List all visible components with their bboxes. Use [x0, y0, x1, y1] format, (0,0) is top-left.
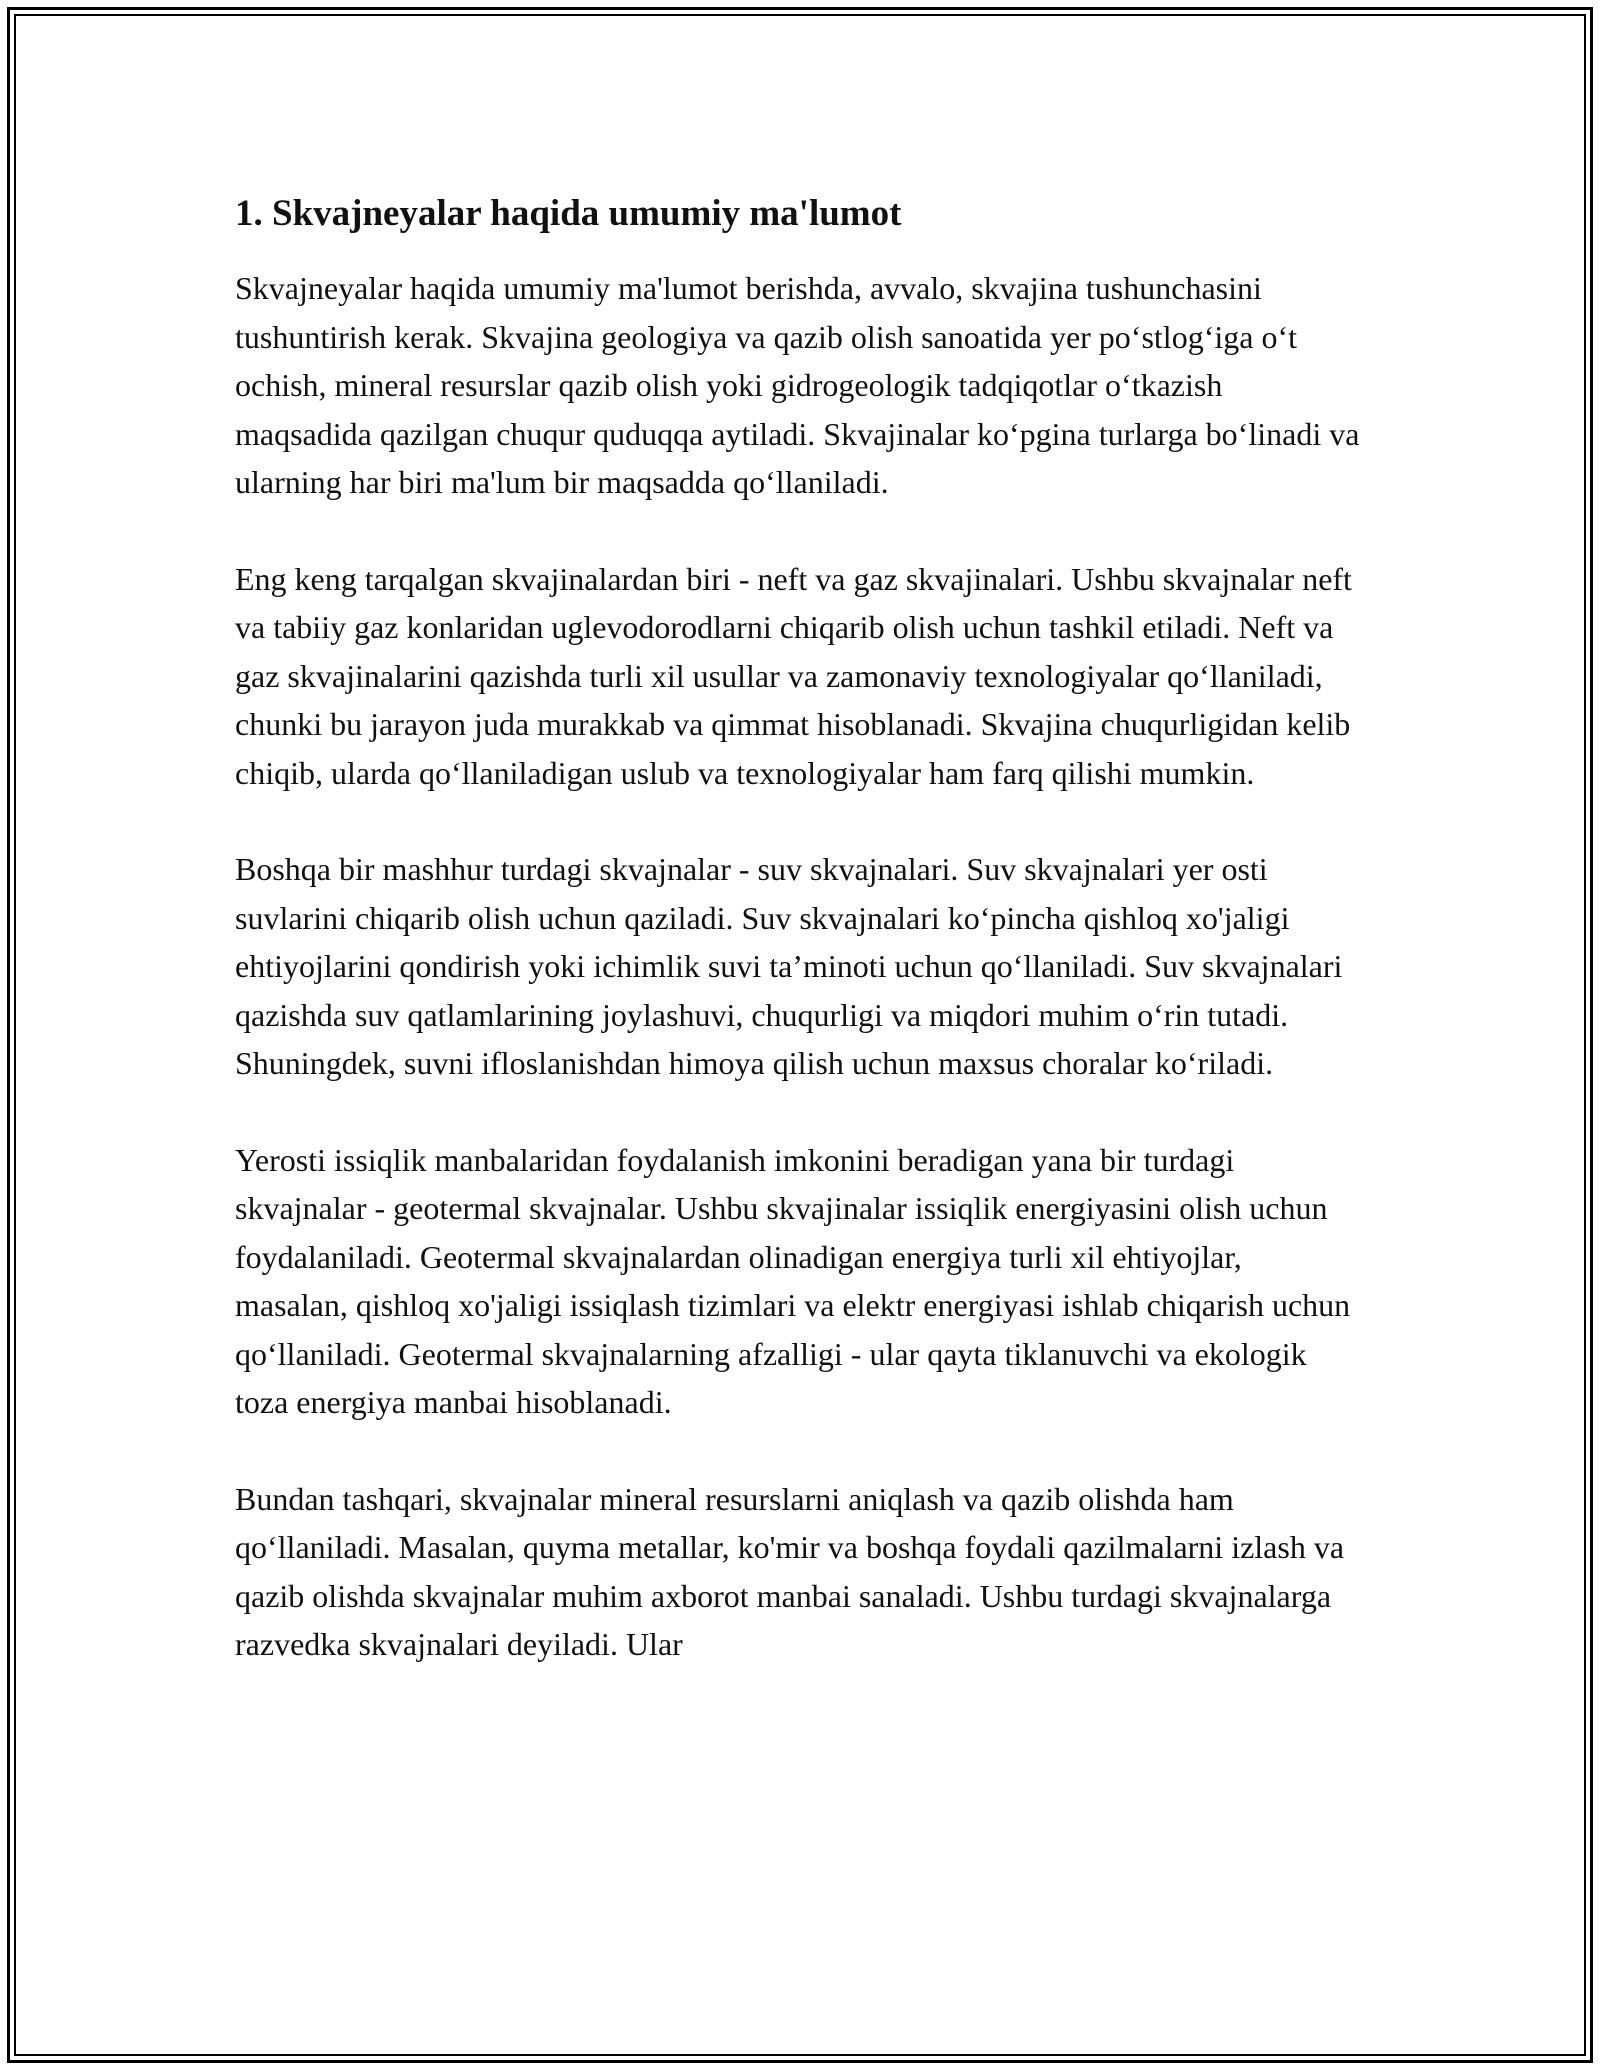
paragraph-3: Boshqa bir mashhur turdagi skvajnalar - suv skvajnalari. Suv skvajnalari yer osti suvlarini chiqarib olish uchun qaziladi. Suv skvajnalari ko‘pincha qishloq xo'jaligi ehtiyojlarini qondirish yoki ichimlik suvi ta’minoti uchun qo‘llaniladi. Suv skvajnalari qazishda suv qatlamlarining joylashuvi, chuqurligi va miqdori muhim o‘rin tutadi. Shuningdek, suvni ifloslanishdan himoya qilish uchun maxsus choralar ko‘riladi. [235, 851, 1343, 1081]
paragraph-2: Eng keng tarqalgan skvajinalardan biri - neft va gaz skvajinalari. Ushbu skvajnalar neft va tabiiy gaz konlaridan uglevodorodlarni chiqarib olish uchun tashkil etiladi. Neft va gaz skvajinalarini qazishda turli xil usullar va zamonaviy texnologiyalar qo‘llaniladi, chunki bu jarayon juda murakkab va qimmat hisoblanadi. Skvajina chuqurligidan kelib chiqib, ularda qo‘llaniladigan uslub va texnologiyalar ham farq qilishi mumkin. [235, 560, 1352, 791]
paragraph-4: Yerosti issiqlik manbalaridan foydalanish imkonini beradigan yana bir turdagi skvajnalar - geotermal skvajnalar. Ushbu skvajinalar issiqlik energiyasini olish uchun foydalaniladi. Geotermal skvajnalardan olinadigan energiya turli xil ehtiyojlar, masalan, qishloq xo'jaligi issiqlash tizimlari va elektr energiyasi ishlab chiqarish uchun qo‘llaniladi. Geotermal skvajnalarning afzalligi - ular qayta tiklanuvchi va ekologik toza energiya manbai hisoblanadi. [235, 1141, 1351, 1420]
document-body [235, 188, 1360, 1717]
paragraph-5: Bundan tashqari, skvajnalar mineral resurslarni aniqlash va qazib olishda ham qo‘llaniladi. Masalan, quyma metallar, ko'mir va boshqa foydali qazilmalarni izlash va qazib olishda skvajnalar muhim axborot manbai sanaladi. Ushbu turdagi skvajnalarga razvedka skvajnalari deyiladi. Ular [235, 1480, 1345, 1662]
paragraph-1: Skvajneyalar haqida umumiy ma'lumot berishda, avvalo, skvajina tushunchasini tushuntirish kerak. Skvajina geologiya va qazib olish sanoatida yer po‘stlog‘iga o‘t ochish, mineral resurslar qazib olish yoki gidrogeologik tadqiqotlar o‘tkazish maqsadida qazilgan chuqur quduqqa aytiladi. Skvajinalar ko‘pgina turlarga bo‘linadi va ularning har biri ma'lum bir maqsadda qo‘llaniladi. [235, 270, 1360, 500]
section-heading: 1. Skvajneyalar haqida umumiy ma'lumot [235, 193, 902, 234]
